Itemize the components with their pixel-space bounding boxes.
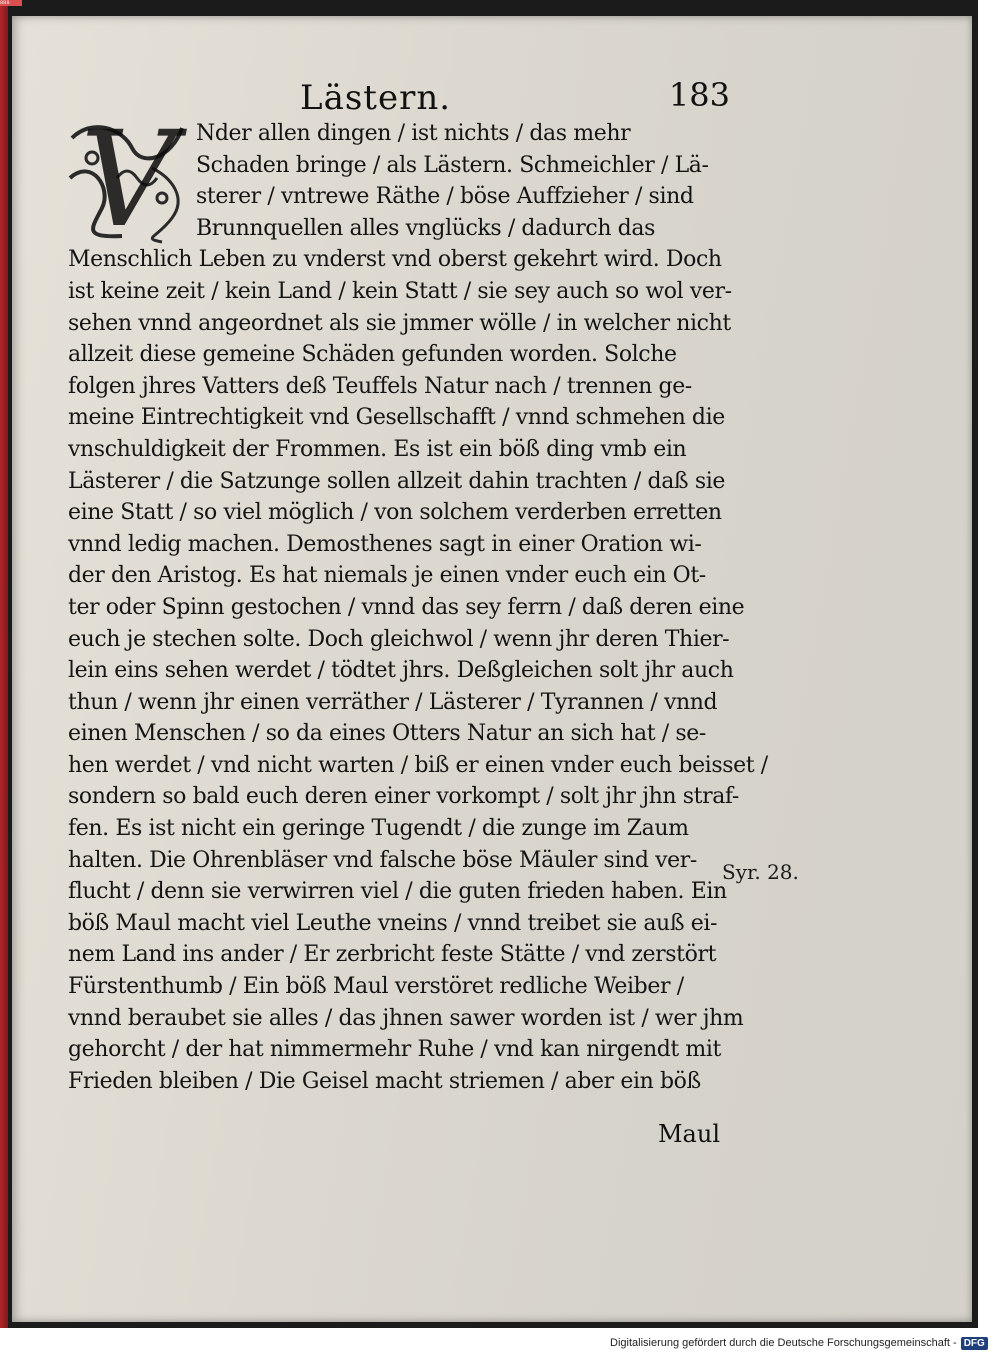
text-line: ter oder Spinn gestochen / vnnd das sey ferrn / daß deren eine [68, 594, 745, 620]
text-line: Brunnquellen alles vnglücks / dadurch das [196, 215, 655, 241]
text-line: meine Eintrechtigkeit vnd Gesellschafft / vnnd schmehen die [68, 405, 725, 431]
text-line: vnnd ledig machen. Demosthenes sagt in einer Oration wi- [68, 531, 702, 557]
text-line: Frieden bleiben / Die Geisel macht striemen / aber ein böß [68, 1068, 701, 1094]
text-line: Lästerer / die Satzunge sollen allzeit dahin trachten / daß sie [68, 468, 725, 494]
text-line: sondern so bald euch deren einer vorkompt / solt jhr jhn straf- [68, 784, 739, 810]
margin-note: Syr. 28. [722, 860, 799, 884]
text-line: thun / wenn jhr einen verräther / Lästerer / Tyrannen / vnnd [68, 689, 718, 715]
text-line: Menschlich Leben zu vnderst vnd oberst gekehrt wird. Doch [68, 247, 722, 273]
text-line: fen. Es ist nicht ein geringe Tugendt / die zunge im Zaum [68, 816, 689, 842]
book-edge [0, 0, 8, 1328]
text-line: allzeit diese gemeine Schäden gefunden worden. Solche [68, 342, 677, 368]
dfg-logo-icon: DFG [961, 1337, 988, 1350]
footer [610, 1334, 988, 1352]
text-line: gehorcht / der hat nimmermehr Ruhe / vnd kan nirgendt mit [68, 1037, 721, 1063]
running-head: Lästern. [300, 78, 452, 118]
text-line: hen werdet / vnd nicht warten / biß er einen vnder euch beisset / [68, 752, 768, 778]
page-number: 183 [668, 76, 730, 114]
text-line: sehen vnnd angeordnet als sie jmmer wölle / in welcher nicht [68, 310, 731, 336]
text-line: nem Land ins ander / Er zerbricht feste Stätte / vnd zerstört [68, 942, 717, 968]
text-line: der den Aristog. Es hat niemals je einen vnder euch ein Ot- [68, 563, 706, 589]
text-line: flucht / denn sie verwirren viel / die guten frieden haben. Ein [68, 879, 727, 905]
text-line: einen Menschen / so da eines Otters Natur an sich hat / se- [68, 721, 706, 747]
page-header [300, 70, 730, 120]
text-line: Schaden bringe / als Lästern. Schmeichler / Lä- [196, 152, 709, 178]
text-line: vnschuldigkeit der Frommen. Es ist ein böß ding vmb ein [68, 436, 687, 462]
text-line: vnnd beraubet sie alles / das jhnen sawer worden ist / wer jhm [68, 1005, 744, 1031]
text-line: sterer / vntrewe Räthe / böse Auffzieher / sind [196, 184, 694, 210]
text-line: eine Statt / so viel möglich / von solchem verderben erretten [68, 500, 722, 526]
footer-text: Digitalisierung gefördert durch die Deutsche Forschungsgemeinschaft - [610, 1337, 957, 1349]
catchword: Maul [657, 1120, 720, 1148]
text-line: böß Maul macht viel Leuthe vneins / vnnd treibet sie auß ei- [68, 910, 717, 936]
text-line: halten. Die Ohrenbläser vnd falsche böse Mäuler sind ver- [68, 847, 697, 873]
text-line: Fürstenthumb / Ein böß Maul verstöret redliche Weiber / [68, 974, 684, 1000]
text-line: lein eins sehen werdet / tödtet jhrs. Deßgleichen solt jhr auch [68, 658, 734, 684]
corner-mark: 888 [0, 0, 22, 6]
text-line: euch je stechen solte. Doch gleichwol / wenn jhr deren Thier- [68, 626, 730, 652]
initial-letter: V [80, 103, 176, 257]
text-line: ist keine zeit / kein Land / kein Statt / sie sey auch so wol ver- [68, 278, 732, 304]
text-line: Nder allen dingen / ist nichts / das mehr [196, 121, 631, 146]
text-line: folgen jhres Vatters deß Teuffels Natur nach / trennen ge- [68, 373, 692, 399]
